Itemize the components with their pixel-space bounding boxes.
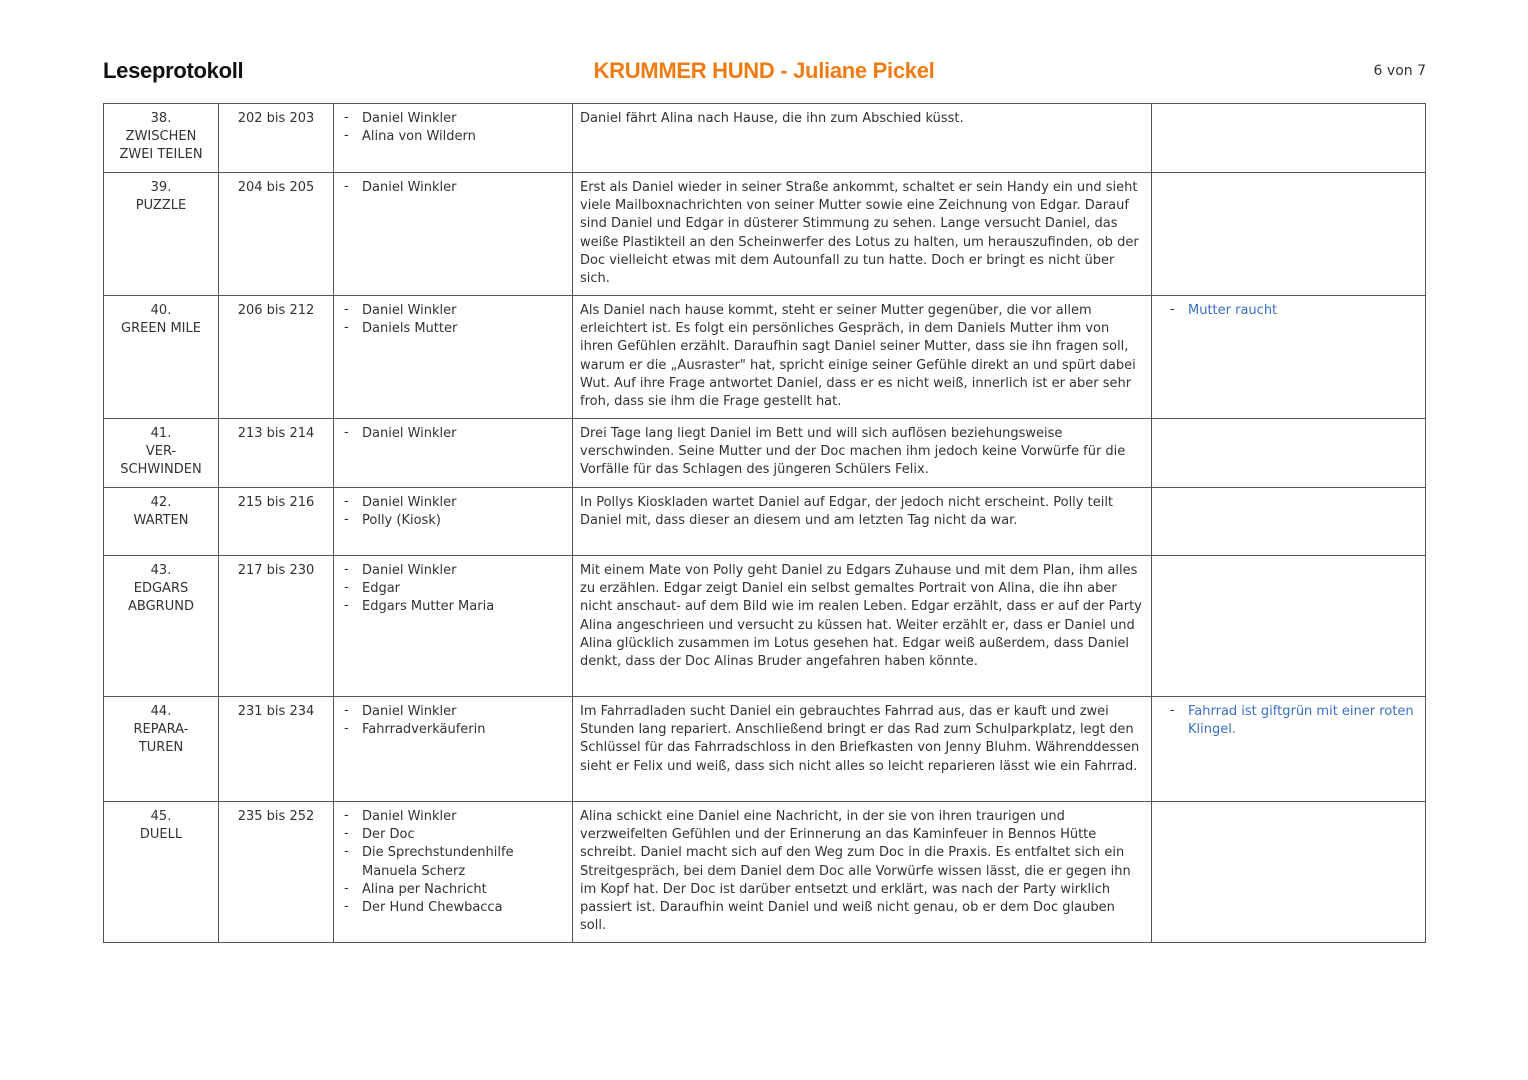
characters-list — [341, 562, 565, 617]
pages-cell: 204 bis 205 — [219, 173, 334, 296]
character-item: - Daniel Winkler — [362, 110, 565, 128]
table-row — [104, 697, 1426, 802]
table-row — [104, 173, 1426, 296]
character-item: - Daniel Winkler — [362, 302, 565, 320]
characters-cell — [334, 173, 573, 296]
chapter-line: GREEN MILE — [121, 321, 201, 337]
character-item: - Alina von Wildern — [362, 128, 565, 146]
table-row — [104, 104, 1426, 173]
summary-cell: Erst als Daniel wieder in seiner Straße ankommt, schaltet er sein Handy ein und sieht viele Mailboxnachrichten von seiner Mutter sowie eine Zeichnung von Edgar. Darauf sind Daniel und Edgar in düsterer Stimmung zu sehen. Lange versucht Daniel, das weiße Plastikteil an den Scheinwerfer des Lotus zu halten, um herauszufinden, ob der Doc vielleicht etwas mit dem Autounfall zu tun hatte. Doch er bringt es nicht über sich. — [573, 173, 1152, 296]
chapter-line: WARTEN — [133, 513, 189, 529]
pages-cell: 215 bis 216 — [219, 488, 334, 556]
table-body — [104, 104, 1426, 943]
chapter-line: DUELL — [139, 827, 183, 843]
character-item: - Daniel Winkler — [362, 703, 565, 721]
notes-list — [1159, 302, 1418, 320]
notes-cell — [1152, 173, 1426, 296]
chapter-line: 41. — [150, 426, 172, 441]
pages-cell: 202 bis 203 — [219, 104, 334, 173]
summary-cell: Daniel fährt Alina nach Hause, die ihn zum Abschied küsst. — [573, 104, 1152, 173]
character-item: - Daniels Mutter — [362, 320, 565, 338]
summary-cell: Als Daniel nach hause kommt, steht er seiner Mutter gegenüber, die vor allem erleichtert ist. Es folgt ein persönliches Gespräch, in dem Daniels Mutter ihm von ihren Gefühlen erzählt. Daraufhin sagt Daniel seiner Mutter, dass sie ihn fragen soll, warum er die „Ausraster" hat, spricht einige seiner Gefühle direkt an und spürt dabei Wut. Auf ihre Frage antwortet Daniel, dass er es nicht weiß, innerlich ist er aber sehr froh, dass sie ihm die Frage gestellt hat. — [573, 296, 1152, 419]
notes-cell — [1152, 104, 1426, 173]
reading-protocol-table — [103, 103, 1426, 943]
character-item: - Daniel Winkler — [362, 494, 565, 512]
character-item: - Daniel Winkler — [362, 808, 565, 826]
chapter-line: PUZZLE — [135, 198, 187, 214]
summary-cell: Im Fahrradladen sucht Daniel ein gebrauchtes Fahrrad aus, das er kauft und zwei Stunden lang repariert. Anschließend bringt er das Rad zum Schulparkplatz, legt den Schlüssel für das Fahrradschloss in den Briefkasten von Jenny Bluhm. Währenddessen sieht er Felix und weiß, dass sich nicht alles so leicht reparieren lässt wie ein Fahrrad. — [573, 697, 1152, 802]
character-item: - Die Sprechstundenhilfe Manuela Scherz — [362, 844, 565, 880]
characters-list — [341, 302, 565, 338]
characters-list — [341, 494, 565, 530]
chapter-line: EDGARS — [133, 581, 189, 597]
chapter-cell — [104, 173, 219, 296]
character-item: - Edgar — [362, 580, 565, 598]
chapter-line: 38. — [150, 111, 172, 126]
character-item: - Alina per Nachricht — [362, 881, 565, 899]
table-row — [104, 802, 1426, 943]
chapter-line: 40. — [150, 303, 172, 318]
pages-cell: 206 bis 212 — [219, 296, 334, 419]
summary-cell: Alina schickt eine Daniel eine Nachricht, in der sie von ihren traurigen und verzweifelten Gefühlen und der Erinnerung an das Kaminfeuer in Bennos Hütte schreibt. Daniel macht sich auf den Weg zum Doc in die Praxis. Es entfaltet sich ein Streitgespräch, bei dem Daniel dem Doc alle Vorwürfe wissen lässt, die er gegen ihn im Kopf hat. Der Doc ist darüber entsetzt und erklärt, was nach der Party wirklich passiert ist. Daraufhin weint Daniel und weiß nicht genau, ob er dem Doc glauben soll. — [573, 802, 1152, 943]
characters-cell — [334, 802, 573, 943]
character-item: - Edgars Mutter Maria — [362, 598, 565, 616]
characters-cell — [334, 488, 573, 556]
document-title-left: Leseprotokoll — [103, 58, 244, 83]
notes-cell — [1152, 296, 1426, 419]
characters-list — [341, 425, 565, 443]
character-item: - Polly (Kiosk) — [362, 512, 565, 530]
chapter-line: 45. — [150, 809, 172, 824]
table-row — [104, 296, 1426, 419]
character-item: - Fahrradverkäuferin — [362, 721, 565, 739]
book-title: KRUMMER HUND - Juliane Pickel — [593, 58, 935, 83]
characters-cell — [334, 296, 573, 419]
note-item: - Mutter raucht — [1188, 302, 1418, 320]
chapter-line: 39. — [150, 180, 172, 195]
chapter-cell — [104, 802, 219, 943]
characters-list — [341, 110, 565, 146]
chapter-line: ZWEI TEILEN — [119, 147, 203, 163]
chapter-cell — [104, 488, 219, 556]
page-number: 6 von 7 — [1373, 63, 1426, 79]
character-item: - Der Doc — [362, 826, 565, 844]
chapter-cell — [104, 296, 219, 419]
characters-list — [341, 808, 565, 917]
chapter-cell — [104, 556, 219, 697]
character-item: - Daniel Winkler — [362, 562, 565, 580]
summary-cell: In Pollys Kioskladen wartet Daniel auf Edgar, der jedoch nicht erscheint. Polly teilt Daniel mit, dass dieser an diesem und am letzten Tag nicht da war. — [573, 488, 1152, 556]
pages-cell: 213 bis 214 — [219, 419, 334, 488]
pages-cell: 235 bis 252 — [219, 802, 334, 943]
chapter-cell — [104, 697, 219, 802]
character-item: - Der Hund Chewbacca — [362, 899, 565, 917]
chapter-line: SCHWINDEN — [120, 462, 202, 478]
characters-cell — [334, 104, 573, 173]
chapter-line: REPARA- — [133, 722, 189, 738]
chapter-line: 43. — [150, 563, 172, 578]
chapter-line: ZWISCHEN — [125, 129, 197, 145]
notes-cell — [1152, 802, 1426, 943]
characters-cell — [334, 419, 573, 488]
characters-list — [341, 179, 565, 197]
character-item: - Daniel Winkler — [362, 179, 565, 197]
note-item: - Fahrrad ist giftgrün mit einer roten Klingel. — [1188, 703, 1418, 739]
notes-list — [1159, 703, 1418, 739]
chapter-line: 42. — [150, 495, 172, 510]
chapter-cell — [104, 419, 219, 488]
characters-list — [341, 703, 565, 739]
chapter-line: TUREN — [138, 740, 184, 756]
table-row — [104, 556, 1426, 697]
notes-cell — [1152, 556, 1426, 697]
pages-cell: 217 bis 230 — [219, 556, 334, 697]
pages-cell: 231 bis 234 — [219, 697, 334, 802]
character-item: - Daniel Winkler — [362, 425, 565, 443]
table-row — [104, 488, 1426, 556]
notes-cell — [1152, 419, 1426, 488]
summary-cell: Mit einem Mate von Polly geht Daniel zu Edgars Zuhause und mit dem Plan, ihm alles zu erzählen. Edgar zeigt Daniel ein selbst gemaltes Portrait von Alina, die ihn aber nicht anschaut- auf dem Bild wie im realen Leben. Edgar erzählt, dass er auf der Party Alina angeschrieen und versucht zu küssen hat. Weiter erzählt er, dass er Daniel und Alina glücklich zusammen im Lotus gesehen hat. Edgar weiß außerdem, dass Daniel denkt, dass der Doc Alinas Bruder angefahren haben könnte. — [573, 556, 1152, 697]
characters-cell — [334, 556, 573, 697]
notes-cell — [1152, 488, 1426, 556]
notes-cell — [1152, 697, 1426, 802]
summary-cell: Drei Tage lang liegt Daniel im Bett und will sich auflösen beziehungsweise verschwinden. Seine Mutter und der Doc machen ihm jedoch keine Vorwürfe für die Vorfälle für das Schlagen des jüngeren Schülers Felix. — [573, 419, 1152, 488]
table-row — [104, 419, 1426, 488]
chapter-line: 44. — [150, 704, 172, 719]
chapter-cell — [104, 104, 219, 173]
chapter-line: VER- — [145, 444, 177, 460]
characters-cell — [334, 697, 573, 802]
chapter-line: ABGRUND — [128, 599, 194, 615]
